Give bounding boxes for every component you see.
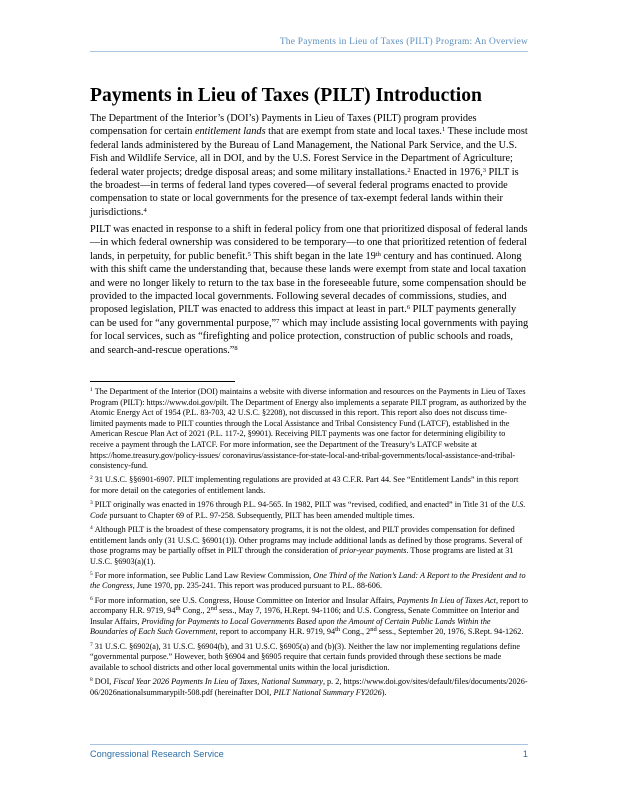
header-rule [90, 51, 528, 52]
footnote-ref[interactable]: 5 [247, 250, 251, 258]
footnote-2: $^2$ 31 U.S.C. §§6901-6907. PILT implementing regulations are provided at 43 C.F.R. Part 44. See “Entitlement Lands” in this report for more detail on the categories of entitlement lands. [90, 475, 519, 495]
footnote-ref[interactable]: 4 [143, 206, 147, 214]
footnote-ref[interactable]: 3 [482, 166, 486, 174]
footnote-3: $^3$ PILT originally was enacted in 1976 through P.L. 94-565. In 1982, PILT was “revised, codified, and enacted” in Title 31 of the U.S. Code pursuant to Chapter 69 of P.L. 97-258. Subsequently, PILT has been amended multiple times. [90, 500, 526, 520]
footnote-7: $^7$ 31 U.S.C. §6902(a), 31 U.S.C. §6904(b), and 31 U.S.C. §6905(a) and (b)(3). Neither the law nor implementing regulations define “governmental purpose.” However, both §6904 and §6905 require that certain funds provided through these sections be made available to school districts and other local governmental units within the local jurisdiction. [90, 641, 520, 672]
footnotes [90, 387, 530, 702]
footnote-ref[interactable]: 1 [441, 126, 446, 134]
footnote-5: $^5$ For more information, see Public Land Law Review Commission, One Third of the Nation’s Land: A Report to the President and to the Congress, June 1970, pp. 235-241. This report was produced pursuant to P.L. 88-606. [90, 570, 526, 591]
footnote-1: $^1$ The Department of the Interior (DOI) maintains a website with diverse information and resources on the Payments in Lieu of Taxes Program (PILT): https://www.doi.gov/pilt. The Department of Energy also implements a separate PILT program, as authorized by the Atomic Energy Act of 1954 (P.L. 83-703, 42 U.S.C. §2208), not discussed in this report. This report also does not discuss time-limited payments made to PILT counties through the Local Assistance and Tribal Consistency Fund (LATCF), established in the American Rescue Plan Act of 2021 (P.L. 117-2, §9901). Receiving PILT payments was one factor for determining eligibility to receive a payment through the LATCF. For more information, see the Department of the Treasury’s LATCF website at https://home.treasury.gov/policy-issues/ coronavirus/assistance-for-state-local-and-tribal-governments/local-assistance-and-tribal-consistency-fund. [90, 387, 527, 471]
footnote-separator [90, 381, 235, 382]
footnote-ref[interactable]: 2 [407, 166, 411, 174]
footer-org: Congressional Research Service [90, 749, 224, 759]
footer-rule [90, 744, 528, 745]
intro-paragraph-1: The Department of the Interior’s (DOI’s) Payments in Lieu of Taxes (PILT) program provides compensation for certain entitlement lands that are exempt from state and local taxes.$^1$ These include most federal lands administered by the Bureau of Land Management, the National Park Service, and the U.S. Fish and Wildlife Service, all in DOI, and by the U.S. Forest Service in the Department of Agriculture; federal water projects; dredge disposal areas; and some military installations.$^2$ Enacted in 1976,$^3$ PILT is the broadest—in terms of federal land types covered—of several federal programs enacted to provide compensation to state or local governments for the presence of tax-exempt federal lands within their jurisdictions.$^4$ [90, 113, 528, 218]
footnote-ref[interactable]: 6 [406, 304, 411, 312]
running-header: The Payments in Lieu of Taxes (PILT) Program: An Overview [279, 37, 528, 47]
footnote-6: $^6$ For more information, see U.S. Congress, House Committee on Interior and Insular Affairs, Payments In Lieu of Taxes Act, report to accompany H.R. 9719, 94th Cong., 2nd sess., May 7, 1976, H.Rept. 94-1106; and U.S. Congress, Senate Committee on Interior and Insular Affairs, Providing for Payments to Local Governments Based upon the Amount of Certain Public Lands Within the Boundaries of Each Such Government, report to accompany H.R. 9719, 94th Cong., 2nd sess., September 20, 1976, S.Rept. 94-1262. [90, 595, 529, 637]
footnote-ref[interactable]: 7 [276, 317, 280, 325]
footnote-8: $^8$ DOI, Fiscal Year 2026 Payments In Lieu of Taxes, National Summary, p. 2, https://www.doi.gov/sites/default/files/documents/2026-06/2026nationalsummarypilt-508.pdf (hereinafter DOI, PILT National Summary FY2026). [90, 677, 528, 697]
intro-paragraph-2: PILT was enacted in response to a shift in federal policy from one that prioritized disposal of federal lands—in which federal ownership was considered to be temporary—to one that prioritized retention of federal lands, in perpetuity, for public benefit.$^5$ This shift began in the late 19th century and has continued. Along with this shift came the understanding that, because these lands were exempt from state and local taxation and were no longer likely to return to the tax base in the foreseeable future, some compensation should be provided to the impacted local governments. Following several decades of commissions, studies, and proposed legislation, PILT was enacted to address this impact at least in part.$^6$ PILT payments generally can be used for “any governmental purpose,”$^7$ which may include assisting local governments with paying for local services, such as “firefighting and police protection, construction of public schools and roads, and search-and-rescue operations.”$^8$ [90, 224, 529, 356]
page-title: Payments in Lieu of Taxes (PILT) Introduction [90, 85, 482, 106]
footnote-ref[interactable]: 8 [234, 344, 238, 352]
footnote-4: $^4$ Although PILT is the broadest of these compensatory programs, it is not the oldest, and PILT provides compensation for defined entitlement lands only (31 U.S.C. §6901(1)). Other programs may include additional lands as defined by those programs. Several of those programs may be partially offset in PILT through the consideration of prior-year payments. Those programs are listed at 31 U.S.C. §6903(a)(1). [90, 524, 523, 566]
page-number: 1 [522, 749, 528, 759]
